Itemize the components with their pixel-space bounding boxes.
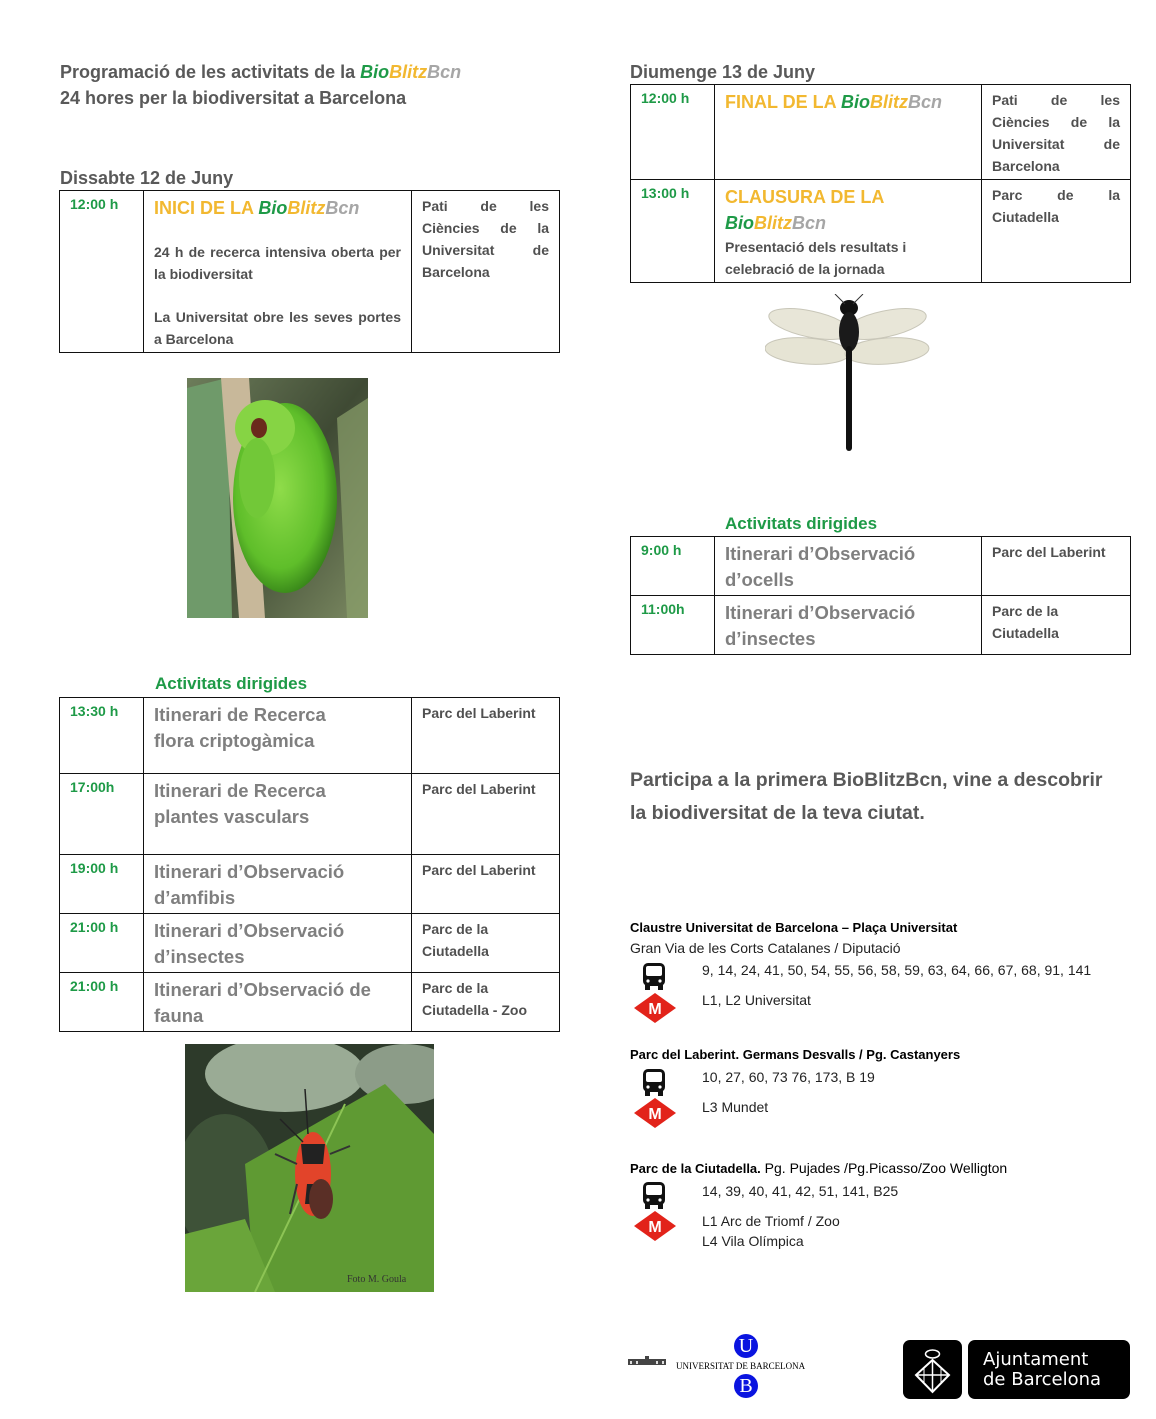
activity-time: 19:00 h [70,860,119,876]
promo-text [630,764,1103,830]
activity-time: 13:30 h [70,703,119,719]
place-cell [412,855,560,914]
promo-line-1: Participa a la primera BioBlitzBcn, vine a descobrir [630,769,1103,791]
event-title-prefix: INICI DE LA [154,198,259,218]
transport-laberint [630,1045,1140,1117]
activity-place: Parc de la Ciutadella [992,603,1059,641]
sunday-activities-table [630,536,1131,655]
event-title [154,195,401,221]
brand-bio: Bio [258,198,288,218]
event-cell [715,180,982,283]
sunday-activities-heading: Activitats dirigides [725,514,878,533]
firebug-photo [185,1044,434,1292]
activity-title: Itinerari d’Observació [154,861,345,882]
activity-title: Itinerari de Recerca [154,704,326,725]
svg-text:M: M [648,1001,662,1018]
activity-place: Parc de la Ciutadella - Zoo [422,980,527,1018]
brand-bcn: Bcn [792,213,827,233]
event-place: Pati de les Ciències de la Universitat de Barcelona [992,92,1120,174]
metro-lines-2: L4 Vila Olímpica [702,1233,804,1249]
activity-place: Parc del Laberint [422,705,536,721]
activity-cell [715,537,982,596]
activity-time: 11:00h [641,601,685,617]
dragonfly-photo [765,294,930,456]
activity-time: 21:00 h [70,919,119,935]
metro-icon [633,992,677,1024]
ub-circle-u: U [734,1334,758,1358]
bus-lines: 9, 14, 24, 41, 50, 54, 55, 56, 58, 59, 63, 64, 66, 67, 68, 91, 141 [702,962,1092,978]
ajuntament-line-1: Ajuntament [983,1349,1089,1370]
page-title [60,59,461,85]
transport-title-bold: Parc de la Ciutadella. [630,1161,761,1176]
transport-title-bold: Parc del Laberint. Germans Desvalls / Pg. Castanyers [630,1047,961,1062]
table-row[interactable] [60,914,560,973]
brand-blitz: Blitz [870,92,908,112]
universitat-barcelona-logo [628,1334,828,1402]
saturday-date-heading: Dissabte 12 de Juny [60,168,234,188]
ajuntament-barcelona-logo [968,1340,1130,1399]
transport-title-rest: Pg. Pujades /Pg.Picasso/Zoo Welligton [760,1160,1008,1176]
activity-time: 17:00h [70,779,115,795]
bus-lines: 14, 39, 40, 41, 42, 51, 141, B25 [702,1183,899,1199]
time-cell [631,596,715,655]
sunday-main-table [630,84,1131,283]
event-time: 12:00 h [70,196,119,212]
table-row[interactable] [60,855,560,914]
table-row [631,180,1131,283]
event-time: 13:00 h [641,185,690,201]
frog-image-icon [187,378,368,618]
place-cell [982,85,1131,180]
metro-lines: L1, L2 Universitat [702,992,811,1008]
activity-title: Itinerari d’Observació [725,543,916,564]
brand-bio: Bio [841,92,870,112]
saturday-activities-heading: Activitats dirigides [155,674,308,693]
event-time: 12:00 h [641,90,690,106]
time-cell [60,191,144,353]
event-description: Presentació dels resultats i celebració de la jornada [725,239,907,277]
activity-time: 21:00 h [70,978,119,994]
transport-title [630,1045,1140,1065]
activity-place: Parc del Laberint [422,781,536,797]
transport-title [630,1158,1140,1179]
bus-icon [642,1181,666,1209]
place-cell [982,180,1131,283]
activity-subtitle: d’insectes [154,946,245,967]
ub-name: UNIVERSITAT DE BARCELONA [676,1361,806,1371]
activity-subtitle: plantes vasculars [154,806,310,827]
saturday-main-table [59,190,560,353]
place-cell [982,537,1131,596]
activity-subtitle: d’ocells [725,569,794,590]
page-subtitle: 24 hores per la biodiversitat a Barcelona [60,88,407,108]
activity-title: Itinerari d’Observació de [154,979,371,1000]
bus-icon [642,1068,666,1096]
brand-blitz: Blitz [287,198,326,218]
time-cell [631,537,715,596]
transport-subtitle: Gran Via de les Corts Catalanes / Diputació [630,940,901,956]
transport-university [630,918,1140,1010]
event-cell [715,85,982,180]
brand-blitz: Blitz [389,62,428,82]
activity-cell [144,855,412,914]
bus-icon [642,962,666,990]
table-row[interactable] [60,973,560,1032]
time-cell [631,180,715,283]
transport-title-bold: Claustre Universitat de Barcelona – Plaça Universitat [630,920,958,935]
activity-title: Itinerari d’Observació [725,602,916,623]
activity-place: Parc del Laberint [422,862,536,878]
time-cell [60,855,144,914]
metro-icon [633,1210,677,1242]
table-row [631,85,1131,180]
svg-text:M: M [648,1219,662,1236]
frog-photo [187,378,368,618]
table-row[interactable] [60,774,560,855]
table-row[interactable] [631,596,1131,655]
place-cell [412,914,560,973]
ajuntament-line-2: de Barcelona [983,1369,1102,1390]
brand-bcn: Bcn [908,92,943,112]
place-cell [412,698,560,774]
transport-ciutadella [630,1158,1140,1251]
time-cell [60,914,144,973]
place-cell [412,973,560,1032]
activity-subtitle: flora criptogàmica [154,730,315,751]
event-title: CLAUSURA DE LA [725,187,885,207]
table-row [60,191,560,353]
place-cell [412,191,560,353]
event-description: 24 h de recerca intensiva oberta per la biodiversitat [154,244,401,282]
brand-bcn: Bcn [325,198,360,218]
activity-subtitle: d’insectes [725,628,816,649]
event-title-prefix: FINAL DE LA [725,92,841,112]
shield-icon [903,1340,962,1399]
event-place: Pati de les Ciències de la Universitat de Barcelona [422,198,549,280]
promo-line-2: la biodiversitat de la teva ciutat. [630,802,925,824]
activity-subtitle: fauna [154,1005,204,1026]
event-title [725,89,971,115]
activity-cell [144,914,412,973]
event-title-brand [725,210,971,236]
brand-blitz: Blitz [754,213,792,233]
time-cell [60,973,144,1032]
sunday-date-heading: Diumenge 13 de Juny [630,62,816,82]
brand-bcn: Bcn [427,62,462,82]
activity-title: Itinerari d’Observació [154,920,345,941]
ub-circle-b: B [734,1374,758,1398]
activity-cell [144,698,412,774]
table-row[interactable] [631,537,1131,596]
barcelona-coat-of-arms-icon [903,1340,962,1399]
svg-text:M: M [648,1106,662,1123]
activity-subtitle: d’amfibis [154,887,236,908]
activity-cell [144,973,412,1032]
time-cell [60,774,144,855]
brand-bio: Bio [360,62,390,82]
photo-credit: Foto M. Goula [347,1274,407,1285]
event-cell [144,191,412,353]
title-text: Programació de les activitats de la [60,62,361,82]
firebug-image-icon [185,1044,434,1292]
event-place: Parc de la Ciutadella [992,187,1120,225]
activity-cell [144,774,412,855]
time-cell [631,85,715,180]
metro-lines: L3 Mundet [702,1099,769,1115]
activity-time: 9:00 h [641,542,682,558]
dragonfly-image-icon [765,294,930,456]
metro-icon [633,1097,677,1129]
transport-title [630,918,1140,938]
building-icon [628,1356,666,1366]
event-description-2: La Universitat obre les seves portes a Barcelona [154,309,401,347]
metro-lines: L1 Arc de Triomf / Zoo [702,1213,840,1229]
saturday-activities-table [59,697,560,1032]
bus-lines: 10, 27, 60, 73 76, 173, B 19 [702,1069,875,1085]
brand-logo-text [360,62,461,82]
table-row[interactable] [60,698,560,774]
activity-cell [715,596,982,655]
place-cell [412,774,560,855]
brand-bio: Bio [725,213,754,233]
activity-place: Parc de la Ciutadella [422,921,489,959]
activity-title: Itinerari de Recerca [154,780,326,801]
time-cell [60,698,144,774]
place-cell [982,596,1131,655]
activity-place: Parc del Laberint [992,544,1106,560]
